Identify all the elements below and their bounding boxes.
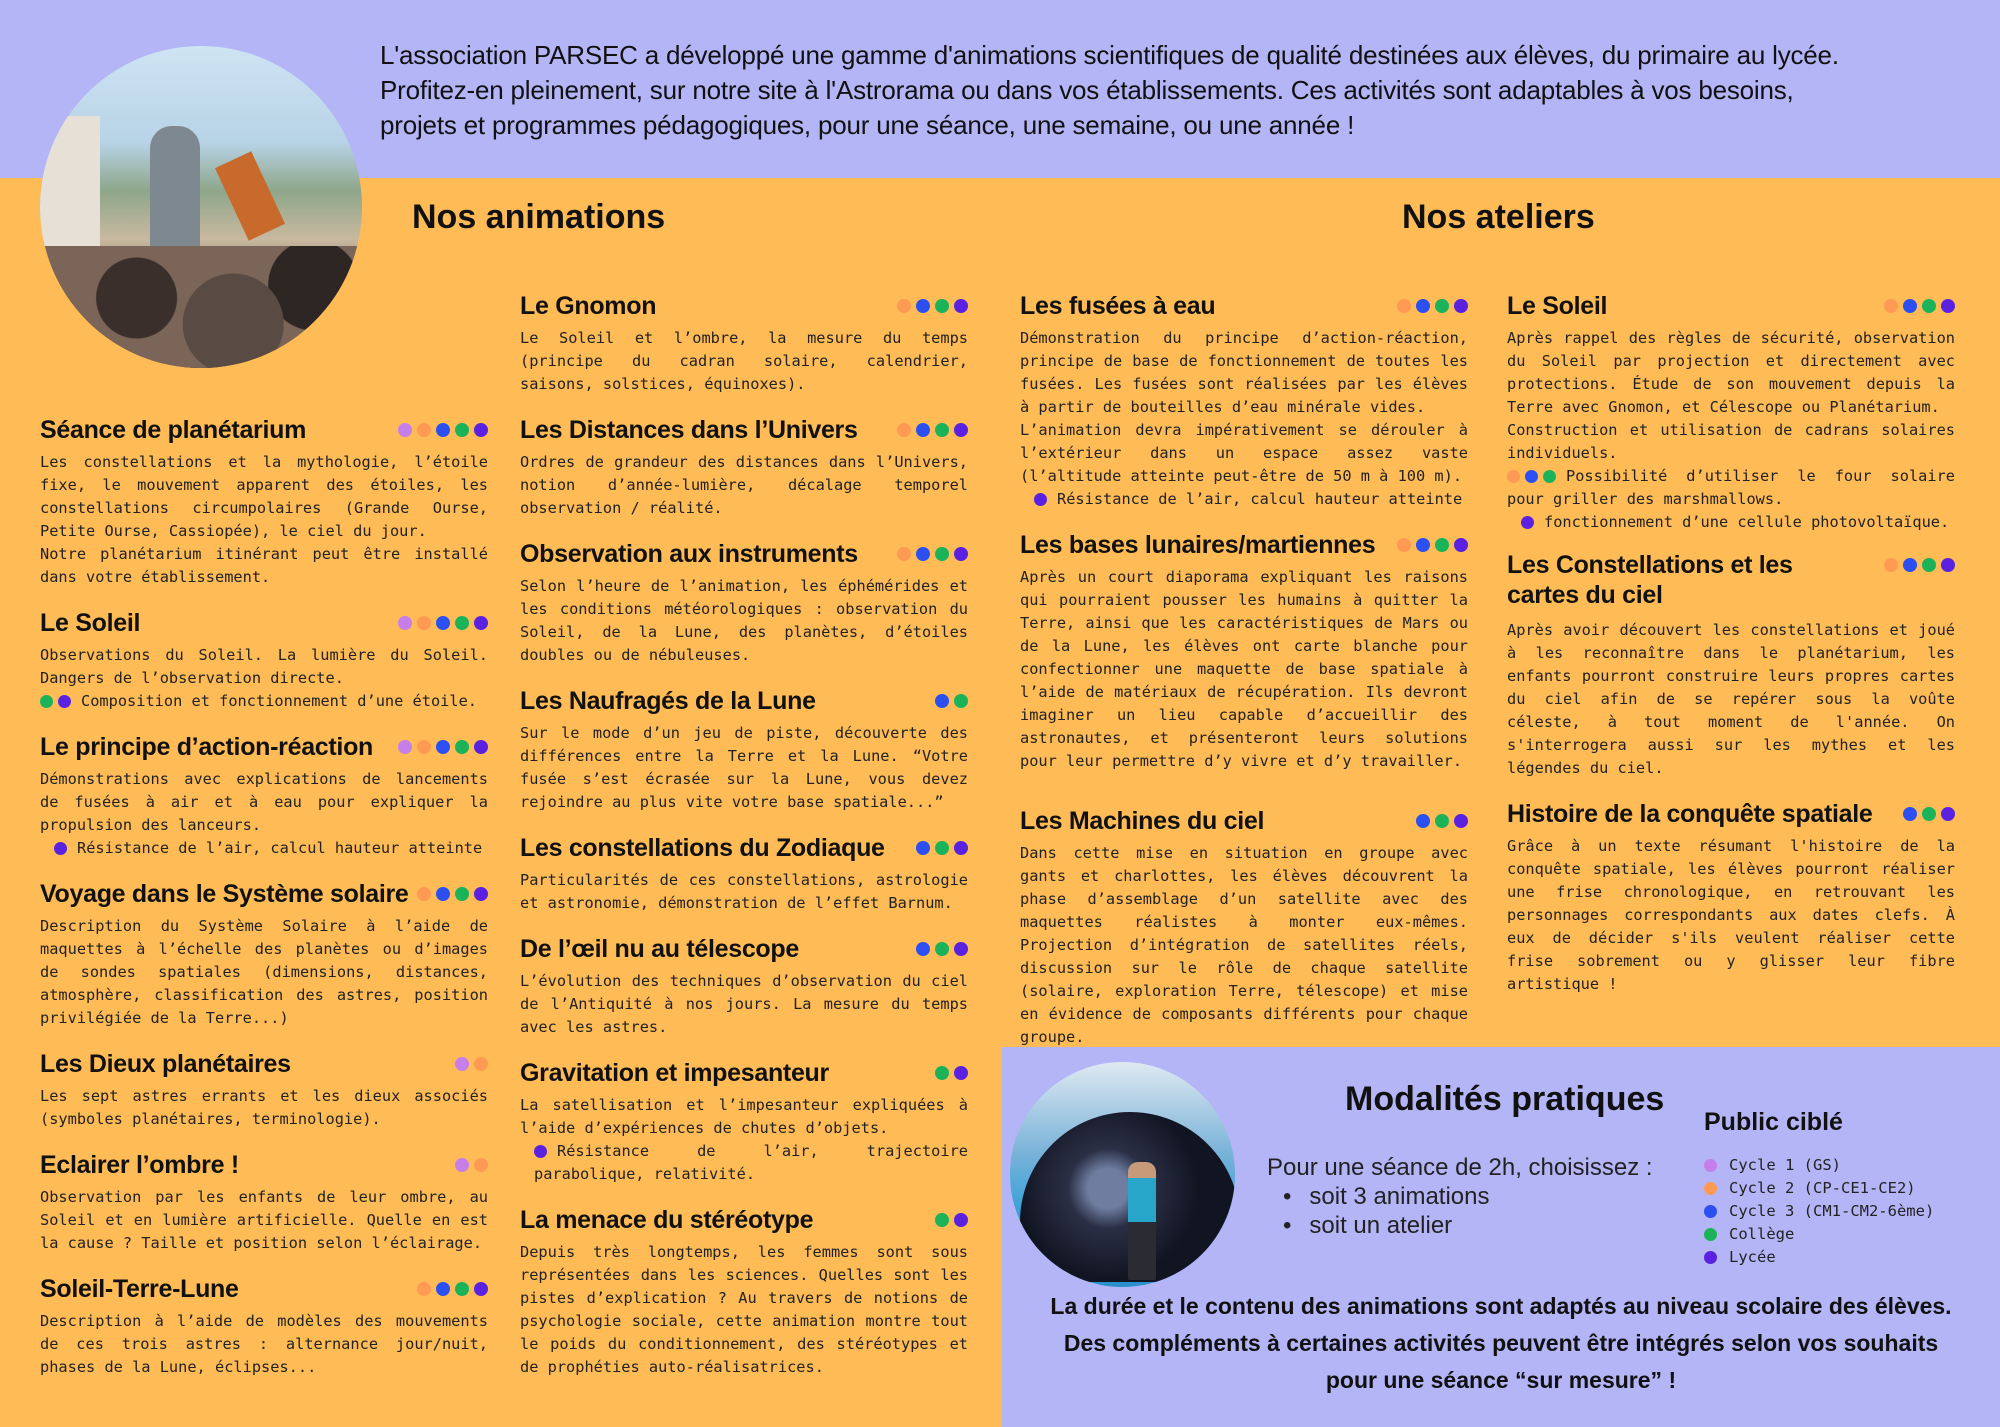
level-dots — [897, 299, 968, 313]
activity-extra-text: Composition et fonctionnement d’une étoile. — [81, 692, 478, 710]
level-dots — [935, 694, 968, 708]
level-dot-cycle3-icon — [1416, 538, 1430, 552]
planetarium-photo — [1010, 1062, 1235, 1287]
level-dot-cycle3-icon — [1903, 807, 1917, 821]
activity-description: Sur le mode d’un jeu de piste, découverte des différences entre la Terre et la Lune. “Votre fusée s’est écrasée sur la Lune, vous devez rejoindre au plus vite votre base spatiale...” — [520, 724, 968, 811]
level-dot-cycle1-icon — [455, 1057, 469, 1071]
legend-label: Cycle 3 (CM1-CM2-6ème) — [1729, 1202, 1935, 1220]
activity-description: Construction et utilisation de cadrans solaires individuels. — [1507, 421, 1955, 462]
level-dots — [1903, 807, 1955, 821]
level-dot-college-icon — [935, 1213, 949, 1227]
activity-title: Voyage dans le Système solaire — [40, 879, 409, 908]
activity-title: Les Constellations et les cartes du ciel — [1507, 551, 1793, 609]
activity-card — [40, 729, 488, 860]
activity-title: Les Machines du ciel — [1020, 806, 1265, 835]
telescope-photo — [40, 46, 362, 368]
level-dot-lycee-icon — [1454, 814, 1468, 828]
level-dot-cycle3-icon — [916, 942, 930, 956]
level-dot-college-icon — [455, 887, 469, 901]
activity-title: Le Gnomon — [520, 291, 657, 320]
level-dot-lycee-icon — [954, 423, 968, 437]
intro-line: L'association PARSEC a développé une gamme d'animations scientifiques de qualité destinées aux élèves, du primaire au lycée. — [380, 40, 1839, 70]
activity-extra — [1020, 488, 1468, 511]
activity-extra — [40, 690, 488, 713]
level-dot-cycle3-icon — [1903, 299, 1917, 313]
level-dot-cycle2-icon — [417, 1282, 431, 1296]
activity-extra-text: Résistance de l’air, calcul hauteur atteinte — [77, 839, 483, 857]
activity-card — [520, 683, 968, 814]
ateliers-right-column — [1507, 288, 1955, 1012]
level-dot-lycee-icon — [474, 1282, 488, 1296]
level-dots — [1507, 470, 1556, 483]
activity-title: Séance de planétarium — [40, 415, 307, 444]
level-dot-cycle1-icon — [398, 740, 412, 754]
level-dots — [897, 423, 968, 437]
level-dot-college-icon — [455, 616, 469, 630]
activity-description: Selon l’heure de l’animation, les éphémérides et les conditions météorologiques : observation du Soleil, de la Lune, des planètes, d’étoiles doubles ou de nébuleuses. — [520, 577, 968, 664]
legend-dot-lycee-icon — [1704, 1251, 1717, 1264]
level-dot-college-icon — [935, 1066, 949, 1080]
activity-card — [520, 830, 968, 915]
activity-title: Les Distances dans l’Univers — [520, 415, 858, 444]
activity-card — [520, 288, 968, 396]
level-dot-lycee-icon — [954, 1066, 968, 1080]
activity-title: De l’œil nu au télescope — [520, 934, 799, 963]
level-dots — [398, 740, 488, 754]
level-dots — [1521, 516, 1534, 529]
activity-description: Dans cette mise en situation en groupe avec gants et charlottes, les élèves découvrent la phase d’assemblage d’un satellite avec des maquettes réalistes à monter eux-mêmes. Projection d’intégration de satellites réels, discussion sur le rôle de chaque satellite (solaire, exploration Terre, télescope) et mise en évidence de composants différents pour chaque groupe. — [1020, 844, 1468, 1046]
activity-description: Les constellations et la mythologie, l’étoile fixe, le mouvement apparent des étoiles, les constellations circumpolaires (Grande Ourse, Petite Ourse, Cassiopée), le ciel du jour. — [40, 453, 488, 540]
level-dot-cycle2-icon — [417, 740, 431, 754]
legend-item — [1704, 1154, 1934, 1177]
level-dot-cycle1-icon — [455, 1158, 469, 1172]
activity-extra-text: Possibilité d’utiliser le four solaire pour griller des marshmallows. — [1507, 467, 1955, 508]
level-dot-cycle3-icon — [436, 1282, 450, 1296]
level-dot-college-icon — [455, 1282, 469, 1296]
level-dots — [455, 1057, 488, 1071]
level-dot-lycee-icon — [474, 423, 488, 437]
activity-card — [40, 605, 488, 713]
level-dot-college-icon — [1922, 558, 1936, 572]
level-dot-cycle3-icon — [1903, 558, 1917, 572]
level-dot-cycle3-icon — [436, 740, 450, 754]
level-dot-college-icon — [935, 423, 949, 437]
level-dot-cycle2-icon — [417, 616, 431, 630]
activity-card — [1507, 288, 1955, 534]
activity-card — [520, 1202, 968, 1379]
level-dots — [1034, 493, 1047, 506]
level-dot-lycee-icon — [474, 740, 488, 754]
activity-description: Description du Système Solaire à l’aide de maquettes à l’échelle des planètes ou d’images de sondes spatiales (dimensions, distances, atmosphère, classification des astres, position privilégiée de la Terre...) — [40, 917, 488, 1027]
modalites-title: Modalités pratiques — [1345, 1080, 1665, 1118]
legend-dot-college-icon — [1704, 1228, 1717, 1241]
activity-card — [520, 1055, 968, 1186]
ateliers-title: Nos ateliers — [1402, 198, 1595, 236]
level-dot-lycee-icon — [954, 841, 968, 855]
level-dot-lycee-icon — [1941, 299, 1955, 313]
level-dots — [1416, 814, 1468, 828]
level-dot-lycee-icon — [1454, 538, 1468, 552]
level-dot-cycle2-icon — [1884, 299, 1898, 313]
activity-extra-text: Résistance de l’air, trajectoire parabolique, relativité. — [534, 1142, 968, 1183]
level-dot-lycee-icon — [954, 942, 968, 956]
level-dot-cycle2-icon — [417, 423, 431, 437]
level-dot-cycle2-icon — [1397, 538, 1411, 552]
activity-description: Particularités de ces constellations, astrologie et astronomie, démonstration de l’effet Barnum. — [520, 871, 968, 912]
level-dot-cycle3-icon — [916, 547, 930, 561]
level-dot-college-icon — [935, 942, 949, 956]
animations-left-column — [40, 412, 488, 1395]
activity-title: Les Dieux planétaires — [40, 1049, 291, 1078]
activity-description: Grâce à un texte résumant l'histoire de la conquête spatiale, les élèves pourront réaliser une frise chronologique, en retrouvant les personnages correspondants aux dates clefs. À eux de décider s'ils veulent réaliser cette frise sobrement ou y glisser leur fibre artistique ! — [1507, 837, 1955, 993]
level-dot-cycle1-icon — [398, 423, 412, 437]
footer-note — [1002, 1288, 2000, 1399]
activity-description: Démonstrations avec explications de lancements de fusées à air et à eau pour expliquer la propulsion des lanceurs. — [40, 770, 488, 834]
level-dot-cycle3-icon — [916, 299, 930, 313]
level-dot-lycee-icon — [534, 1145, 547, 1158]
activity-title: Les constellations du Zodiaque — [520, 833, 885, 862]
level-dot-college-icon — [455, 740, 469, 754]
activity-extra-text: Résistance de l’air, calcul hauteur atteinte — [1057, 490, 1463, 508]
legend-item — [1704, 1200, 1934, 1223]
footer-line: pour une séance “sur mesure” ! — [1325, 1367, 1677, 1393]
footer-line: Des compléments à certaines activités peuvent être intégrés selon vos souhaits — [1063, 1330, 1939, 1356]
activity-title: Le Soleil — [40, 608, 141, 637]
activity-extra-text: fonctionnement d’une cellule photovoltaïque. — [1544, 513, 1950, 531]
activity-card — [1507, 550, 1955, 780]
activity-title: Observation aux instruments — [520, 539, 858, 568]
level-dot-cycle3-icon — [1525, 470, 1538, 483]
level-dot-lycee-icon — [1941, 807, 1955, 821]
activity-card — [1020, 288, 1468, 511]
activity-description: Description à l’aide de modèles des mouvements de ces trois astres : alternance jour/nuit, phases de la Lune, éclipses... — [40, 1312, 488, 1376]
level-dot-cycle2-icon — [474, 1158, 488, 1172]
level-dot-cycle2-icon — [417, 887, 431, 901]
level-dots — [398, 616, 488, 630]
level-dot-lycee-icon — [954, 547, 968, 561]
level-dots — [1397, 299, 1468, 313]
level-dot-lycee-icon — [1454, 299, 1468, 313]
level-dot-lycee-icon — [1521, 516, 1534, 529]
activity-description: Observation par les enfants de leur ombre, au Soleil et en lumière artificielle. Quelle en est la cause ? Taille et position selon l’éclairage. — [40, 1188, 488, 1252]
activity-description: Observations du Soleil. La lumière du Soleil. Dangers de l’observation directe. — [40, 646, 488, 687]
animations-right-column — [520, 288, 968, 1395]
level-dots — [935, 1066, 968, 1080]
level-dot-lycee-icon — [474, 616, 488, 630]
activity-description: Après avoir découvert les constellations et joué à les reconnaître dans le planétarium, les enfants pourront construire leurs propres cartes du ciel afin de se repérer sous la voûte céleste, à tout moment de l'année. On s'interrogera aussi sur les mythes et les légendes du ciel. — [1507, 621, 1955, 777]
activity-card — [1507, 796, 1955, 996]
level-dots — [1884, 558, 1955, 572]
activity-title: Le Soleil — [1507, 291, 1608, 320]
level-dot-cycle3-icon — [935, 694, 949, 708]
legend-dot-cycle1-icon — [1704, 1159, 1717, 1172]
activity-card — [40, 876, 488, 1030]
level-dot-lycee-icon — [474, 887, 488, 901]
legend-dot-cycle2-icon — [1704, 1182, 1717, 1195]
level-dot-cycle3-icon — [916, 841, 930, 855]
level-dot-cycle3-icon — [1416, 814, 1430, 828]
level-dot-college-icon — [1435, 299, 1449, 313]
level-dot-lycee-icon — [954, 299, 968, 313]
activity-title: Les fusées à eau — [1020, 291, 1216, 320]
activity-description: L’animation devra impérativement se dérouler à l’extérieur dans un espace assez vaste (l’altitude atteinte peut-être de 50 m à 100 m). — [1020, 421, 1468, 485]
legend-label: Collège — [1729, 1225, 1795, 1243]
activity-description: Le Soleil et l’ombre, la mesure du temps (principe du cadran solaire, calendrier, saisons, solstices, équinoxes). — [520, 329, 968, 393]
activity-card — [520, 536, 968, 667]
activity-card — [520, 412, 968, 520]
level-dot-lycee-icon — [58, 695, 71, 708]
public-title: Public ciblé — [1704, 1108, 1843, 1136]
activity-title: Soleil-Terre-Lune — [40, 1274, 239, 1303]
activity-description: Les sept astres errants et les dieux associés (symboles planétaires, terminologie). — [40, 1087, 488, 1128]
level-dot-cycle3-icon — [436, 616, 450, 630]
activity-description: Notre planétarium itinérant peut être installé dans votre établissement. — [40, 545, 488, 586]
level-dots — [916, 942, 968, 956]
level-dots — [916, 841, 968, 855]
level-dot-cycle2-icon — [897, 299, 911, 313]
level-dot-lycee-icon — [54, 842, 67, 855]
level-dot-college-icon — [935, 841, 949, 855]
level-dot-college-icon — [1922, 807, 1936, 821]
activity-card — [1020, 527, 1468, 773]
activity-card — [40, 412, 488, 589]
level-dots — [935, 1213, 968, 1227]
level-dot-cycle2-icon — [897, 423, 911, 437]
level-dot-lycee-icon — [954, 1213, 968, 1227]
activity-description: La satellisation et l’impesanteur expliquées à l’aide d’expériences de chutes d’objets. — [520, 1096, 968, 1137]
activity-title: La menace du stéréotype — [520, 1205, 814, 1234]
activity-description: Après un court diaporama expliquant les raisons qui pourraient pousser les humains à quitter la Terre, ainsi que les caractéristiques de Mars ou de la Lune, les élèves ont carte blanche pour confectionner une maquette de base spatiale à l’aide de matériaux de récupération. Ils devront imaginer un lieu capable d’accueillir des astronautes, et présenteront leurs solutions pour leur permettre d’y vivre et d’y travailler. — [1020, 568, 1468, 770]
level-dot-lycee-icon — [1034, 493, 1047, 506]
level-dot-college-icon — [1543, 470, 1556, 483]
session-option: • soit 3 animations — [1283, 1182, 1653, 1211]
legend-item — [1704, 1246, 1934, 1269]
legend-label: Lycée — [1729, 1248, 1776, 1266]
activity-description: Après rappel des règles de sécurité, observation du Soleil par projection et directement avec protections. Étude de son mouvement depuis la Terre avec Gnomon, et Célescope ou Planétarium. — [1507, 329, 1955, 416]
footer-line: La durée et le contenu des animations sont adaptés au niveau scolaire des élèves. — [1050, 1293, 1952, 1319]
activity-description: Démonstration du principe d’action-réaction, principe de base de fonctionnement de toutes les fusées. Les fusées sont réalisées par les élèves à partir de bouteilles d’eau minérale vides. — [1020, 329, 1468, 416]
intro-text — [380, 38, 1980, 143]
level-dot-cycle3-icon — [436, 423, 450, 437]
activity-card — [1020, 803, 1468, 1049]
level-dot-cycle2-icon — [474, 1057, 488, 1071]
legend-item — [1704, 1177, 1934, 1200]
level-dots — [417, 887, 488, 901]
level-dots — [534, 1145, 547, 1158]
session-intro: Pour une séance de 2h, choisissez : — [1267, 1154, 1653, 1181]
level-dots — [455, 1158, 488, 1172]
activity-extra — [1507, 511, 1955, 534]
level-dots — [40, 695, 71, 708]
activity-title: Le principe d’action-réaction — [40, 732, 374, 761]
level-dot-college-icon — [1435, 814, 1449, 828]
activity-card — [40, 1147, 488, 1255]
level-dot-cycle2-icon — [1507, 470, 1520, 483]
level-dots — [1397, 538, 1468, 552]
activity-card — [520, 931, 968, 1039]
level-dot-college-icon — [40, 695, 53, 708]
legend-item — [1704, 1223, 1934, 1246]
level-dot-college-icon — [455, 423, 469, 437]
legend-label: Cycle 2 (CP-CE1-CE2) — [1729, 1179, 1916, 1197]
legend-label: Cycle 1 (GS) — [1729, 1156, 1841, 1174]
intro-line: Profitez-en pleinement, sur notre site à l'Astrorama ou dans vos établissements. Ces activités sont adaptables à vos besoins, — [380, 75, 1794, 105]
level-dot-cycle3-icon — [436, 887, 450, 901]
level-dots — [54, 842, 67, 855]
level-dots — [897, 547, 968, 561]
activity-description: Ordres de grandeur des distances dans l’Univers, notion d’année-lumière, décalage temporel observation / réalité. — [520, 453, 968, 517]
activity-title: Les Naufragés de la Lune — [520, 686, 816, 715]
level-dot-cycle3-icon — [916, 423, 930, 437]
activity-title: Gravitation et impesanteur — [520, 1058, 829, 1087]
level-dot-cycle2-icon — [1884, 558, 1898, 572]
level-dot-college-icon — [1435, 538, 1449, 552]
activity-title: Les bases lunaires/martiennes — [1020, 530, 1376, 559]
level-dots — [417, 1282, 488, 1296]
session-options — [1267, 1153, 1653, 1240]
level-dot-college-icon — [954, 694, 968, 708]
session-option: • soit un atelier — [1283, 1211, 1653, 1240]
level-dot-college-icon — [935, 547, 949, 561]
activity-extra — [520, 1140, 968, 1186]
activity-title: Eclairer l’ombre ! — [40, 1150, 239, 1179]
activity-card — [40, 1271, 488, 1379]
legend-dot-cycle3-icon — [1704, 1205, 1717, 1218]
ateliers-left-column — [1020, 288, 1468, 1065]
intro-line: projets et programmes pédagogiques, pour une séance, une semaine, ou une année ! — [380, 110, 1355, 140]
level-dot-lycee-icon — [1941, 558, 1955, 572]
activity-extra — [40, 837, 488, 860]
activity-extra — [1507, 465, 1955, 511]
activity-title: Histoire de la conquête spatiale — [1507, 799, 1873, 828]
level-dot-cycle1-icon — [398, 616, 412, 630]
public-legend — [1704, 1154, 1934, 1269]
animations-title: Nos animations — [412, 198, 666, 236]
level-dot-college-icon — [1922, 299, 1936, 313]
activity-description: L’évolution des techniques d’observation du ciel de l’Antiquité à nos jours. La mesure du temps avec les astres. — [520, 972, 968, 1036]
level-dot-cycle2-icon — [1397, 299, 1411, 313]
level-dot-cycle3-icon — [1416, 299, 1430, 313]
activity-description: Depuis très longtemps, les femmes sont sous représentées dans les sciences. Quelles sont les pistes d’explication ? Au travers de notions de psychologie sociale, cette animation montre tout le poids du conditionnement, des stéréotypes et de prophéties auto-réalisatrices. — [520, 1243, 968, 1376]
level-dots — [398, 423, 488, 437]
activity-card — [40, 1046, 488, 1131]
level-dots — [1884, 299, 1955, 313]
level-dot-cycle2-icon — [897, 547, 911, 561]
level-dot-college-icon — [935, 299, 949, 313]
